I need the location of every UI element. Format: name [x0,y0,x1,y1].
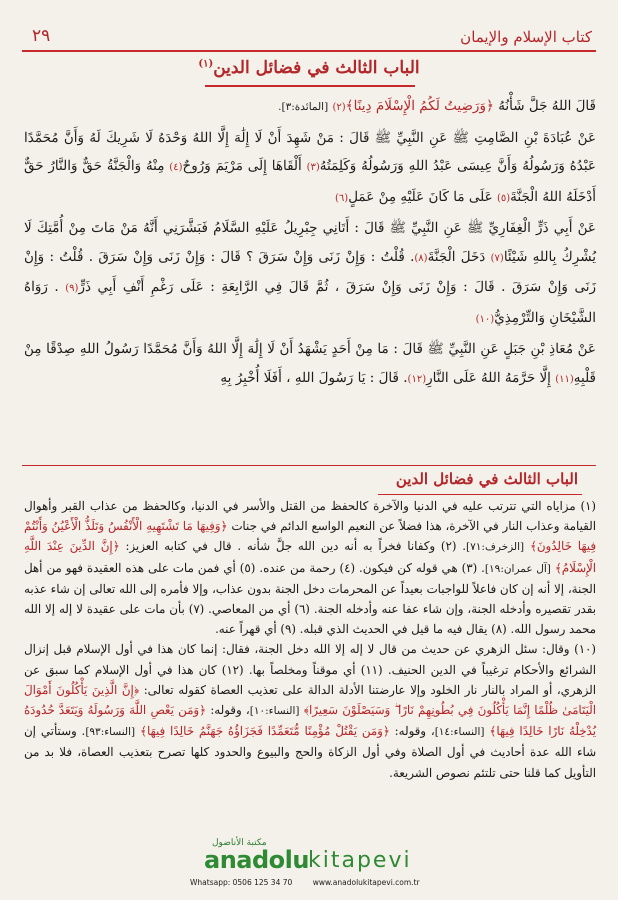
note-text: (١٠) وقال: سئل الزهري عن حديث من قال لا إله إلا الله دخل الجنة، فقال: إنما كان هذا في أول الإسلام قبل إنزال الشرائع والأحكام ترغيباً في الدين الحنيف. (١١) أي موقناً ومخلصاً بها. (١٢) كان هذا في أول الإسلام كما سبق عن الزهري، أو المراد بالنار نار الخلود وإلا عارضتنا الأدلة الدالة على تعذيب العصاة كقوله تعالى: [24,642,597,697]
contact-line [190,878,420,887]
header-divider [22,50,596,52]
footnote-ref: (٩) [65,283,79,294]
quran-verse: ﴿وَفِيهَا مَا تَشْتَهِيهِ الْأَنْفُسُ وَتَلَذُّ الْأَعْيُنُ وَأَنْتُمْ فِيهَا خَالِدُونَ﴾ [24,519,596,554]
verse-citation: [آل عمران:١٩] [484,562,551,575]
logo-kitapevi: kitapevi [308,848,412,873]
book-title: كتاب الإسلام والإيمان [460,28,592,46]
verse-citation: [النساء:١٤] [434,726,485,739]
footnote-ref: (٤) [169,162,183,173]
verse-citation: [النساء:١٠] [249,705,300,718]
footnote-ref: (٦) [335,192,349,204]
hadith-text: عَنْ مُعَاذِ بْنِ جَبَلٍ عَنِ النَّبِيِّ ﷺ قَالَ : مَا مِنْ أَحَدٍ يَشْهَدُ أَنْ لَا إِلَٰهَ إِلَّا اللهُ وَأَنَّ مُحَمَّدًا رَسُولُ اللهِ صِدْقًا مِنْ قَلْبِهِ [24,341,596,386]
chapter-footnote-ref: (١) [198,58,214,70]
footnote-ref: (٣) [306,162,320,173]
quran-verse: ﴿وَرَضِيتُ لَكُمُ الْإِسْلَامَ دِينًا﴾ [345,98,494,114]
page-number: ٢٩ [32,26,51,46]
verse-citation: [المائدة:٣]. [278,101,329,113]
note-text: . وستأتي إن شاء الله عدة أحاديث في أول الصلاة وفي أول الزكاة والحج والبيوع والحدود كلها تصرح بتعذيب العصاة، فلا بد من التأويل كما قلنا حتى تلتئم نصوص الشريعة. [24,724,596,780]
note-paragraph [24,496,596,639]
note-text: . (٢) وكفانا فخراً به أنه دين الله جلَّ شأنه . قال في كتابه العزيز: [125,539,467,554]
quran-verse: ﴿إِنَّ الدِّينَ عِنْدَ اللَّهِ الْإِسْلَامُ﴾ [24,539,597,575]
hadith-text: . رَوَاهُ الشَّيْخَانِ وَالتِّرْمِذِيُّ [24,279,596,326]
hadith-abu-dharr [24,214,596,334]
main-text [24,92,596,394]
hadith-text: . قَالَ : يَا رَسُولَ اللهِ ، أَفَلَا أُخْبِرُ بِهِ [220,369,408,386]
notes-heading: الباب الثالث في فضائل الدين [395,470,578,488]
notes-divider [22,465,596,466]
note-text: ، وقوله: [210,703,250,718]
chapter-heading [0,58,618,78]
website-link[interactable]: www.anadolukitapevi.com.tr [312,878,420,887]
footnote-ref: (٧) [490,252,504,264]
hadith-muadh [24,335,596,394]
verse-citation: [الزخرف:٧١] [466,541,525,554]
quran-verse: ﴿وَمَن يَعْصِ اللَّهَ وَرَسُولَهُ وَيَتَعَدَّ حُدُودَهُ يُدْخِلْهُ نَارًا خَالِدًا فِيهَا﴾ [24,703,597,739]
hadith-text: . قُلْتُ : وَإِنْ زَنَى وَإِنْ سَرَقَ ؟ قَالَ : وَإِنْ زَنَى وَإِنْ سَرَقَ . قُلْتُ : وَإِنْ زَنَى وَإِنْ سَرَقَ . قَالَ : وَإِنْ زَنَى وَإِنْ سَرَقَ ، ثُمَّ قَالَ فِي الرَّابِعَةِ : عَلَى رَغْمِ أَنْفِ أَبِي ذَرٍّ [24,248,596,295]
footnote-ref: (١١) [555,373,574,385]
verse-paragraph [24,92,596,123]
footnote-ref: (٢) [332,102,346,113]
hadith-text: إِلَّا حَرَّمَهُ اللهُ عَلَى النَّارِ [426,369,551,386]
hadith-ubada [24,124,596,214]
footnote-ref: (١٠) [475,313,495,325]
note-text: ، وقوله: [394,724,435,739]
hadith-text: عَنْ عُبَادَةَ بْنِ الصَّامِتِ ﷺ عَنِ النَّبِيِّ ﷺ قَالَ : مَنْ شَهِدَ أَنْ لَا إِلَٰهَ إِلَّا اللهُ وَحْدَهُ لَا شَرِيكَ لَهُ وَأَنَّ مُحَمَّدًا عَبْدُهُ وَرَسُولُهُ وَأَنَّ عِيسَى عَبْدُ اللهِ وَرَسُولُهُ وَكَلِمَتُهُ [24,129,596,174]
logo-arabic-text: مكتبة الأناضول [212,838,267,848]
publisher-logo [190,840,430,890]
note-paragraph [24,639,596,782]
note-text: . (٣) هي قوله كن فيكون. (٤) رحمة من عنده. (٥) أي فمن مات على هذه العقيدة فهو من أهل الجنة، إلا أنه إن كان فاعلاً للواجبات بعيداً عن المحرمات دخل الجنة بدون عذاب، وإلا فأمره إلى الله تعالى إن شاء عذبه بقدر تقصيره وأدخله الجنة، وإن شاء عفا عنه وأدخله الجنة. (٦) أي من المعاصي. (٧) بأن مات على عقيدة لا إله إلا الله محمد رسول الله. (٨) يقال فيه ما قيل في الحديث الذي قبله. (٩) أي قهراً عنه. [24,560,596,637]
note-text: (١) مزاياه التي تترتب عليه في الدنيا والآخرة كالحفظ من القتل والأسر في الدنيا، وكالحفظ من عذاب القبر وأهوال القيامة وعذاب النار في الآخرة، هذا فضلاً عن النعيم الواسع الدائم في جنات [24,499,596,534]
footnote-ref: (٨) [414,252,428,264]
chapter-underline [205,85,415,87]
chapter-title: الباب الثالث في فضائل الدين [213,58,420,78]
logo-anadolu: anadolu [204,846,309,874]
page-header [26,26,592,48]
footnote-ref: (١٢) [407,373,427,385]
whatsapp-number: Whatsapp: 0506 125 34 70 [190,878,293,887]
quran-verse: ﴿وَمَن يَقْتُلْ مُؤْمِنًا مُّتَعَمِّدًا فَجَزَاؤُهُ جَهَنَّمُ خَالِدًا فِيهَا﴾ [140,724,390,739]
quran-verse: ﴿إِنَّ الَّذِينَ يَأْكُلُونَ أَمْوَالَ الْيَتَامَىٰ ظُلْمًا إِنَّمَا يَأْكُلُونَ فِي بُطُونِهِمْ نَارًا ۖ وَسَيَصْلَوْنَ سَعِيرًا﴾ [24,682,596,718]
hadith-text: دَخَلَ الْجَنَّةَ [427,248,486,265]
hadith-text: أَلْقَاهَا إِلَى مَرْيَمَ وَرُوحٌ [182,158,302,174]
hadith-text: مِنْهُ وَالْجَنَّةُ حَقٌّ وَالنَّارُ حَقٌّ أَدْخَلَهُ اللهُ الْجَنَّةَ [24,158,596,205]
hadith-text: عَلَى مَا كَانَ عَلَيْهِ مِنْ عَمَلٍ [348,188,493,205]
verse-citation: [النساء:٩٣] [85,726,136,739]
commentary-notes [24,496,596,783]
notes-underline [378,494,582,495]
footnote-ref: (٥) [496,192,511,204]
verse-intro: قَالَ اللهُ جَلَّ شَأْنُهُ [498,98,596,114]
hadith-text: عَنْ أَبِي ذَرٍّ الْغِفَارِيِّ ﷺ عَنِ النَّبِيِّ ﷺ قَالَ : أَتَانِي جِبْرِيلُ عَلَيْهِ السَّلَامُ فَبَشَّرَنِي أَنَّهُ مَنْ مَاتَ مِنْ أُمَّتِكَ لَا يُشْرِكُ بِاللهِ شَيْئًا [24,220,597,265]
